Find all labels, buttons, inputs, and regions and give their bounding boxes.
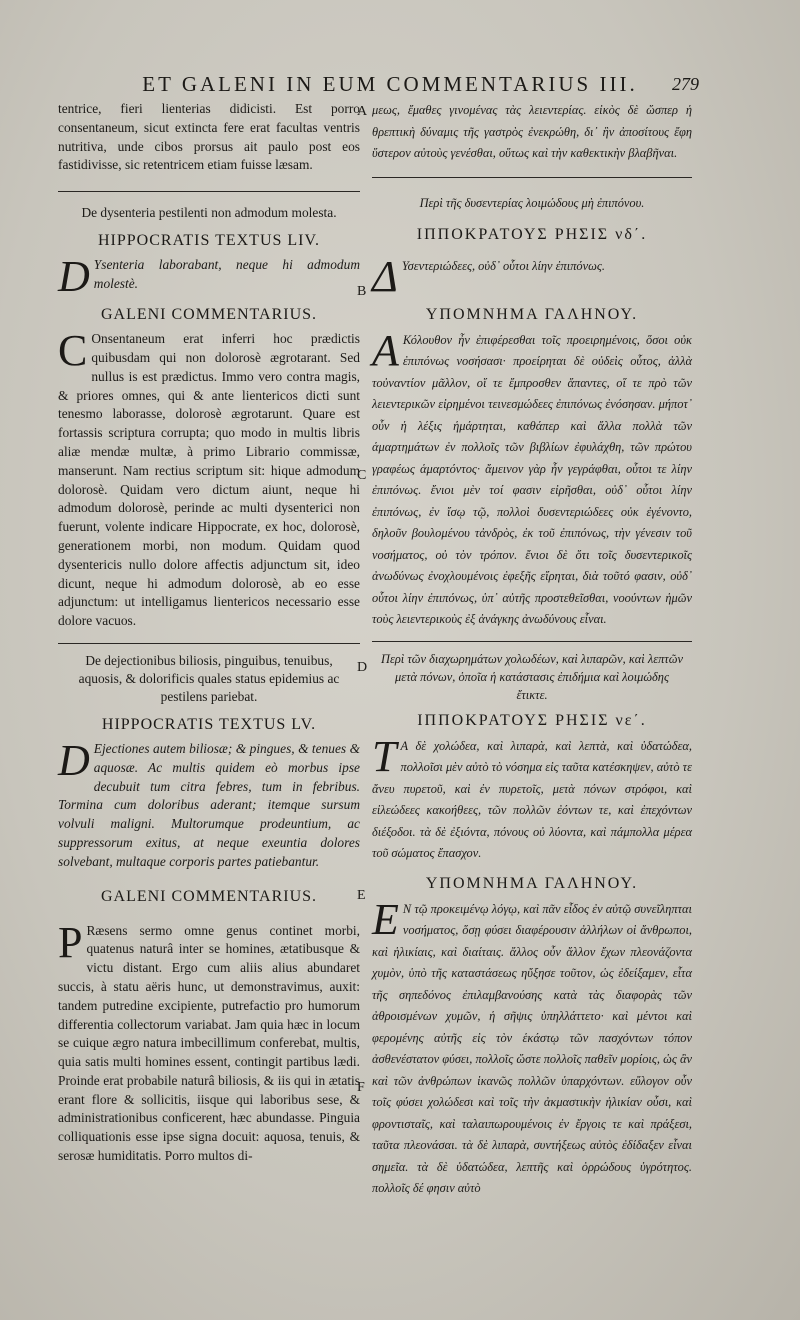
drop-cap: Ε [372,894,399,944]
greek-caption-55: Περὶ τῶν διαχωρημάτων χολωδέων, καὶ λιπαρῶν, καὶ λεπτῶν μετὰ πόνων, ὁποῖα ἡ κατάστασις ἐπιδήμια καὶ λοιμώδης ἔτικτε. [381,651,683,702]
page-number: 279 [672,74,699,94]
greek-text-title-55: ΙΠΠΟΚΡΑΤΟΥΣ ΡΗΣΙΣ νε΄. [417,711,647,729]
latin-text-title-54: HIPPOCRATIS TEXTUS LIV. [98,232,320,250]
latin-caption-55: De dejectionibus biliosis, pinguibus, tenuibus, aquosis, & dolorificis quales status epidemius ac pestilens pariebat. [78,652,340,704]
margin-letter-c: C [357,468,367,483]
greek-text-title-54: ΙΠΠΟΚΡΑΤΟΥΣ ΡΗΣΙΣ νδ΄. [416,225,648,243]
greek-continuation: μεως, ἔμαθες γινομένας τὰς λειεντερίας. εἰκὸς δὲ ὥσπερ ἡ θρεπτικὴ δύναμις τῆς γαστρὸς ἐνεκρώθη, δι᾽ ἣν ἀποσίτους ἔφη ὕστερον αὐτοὺς γενέσθαι, οὕτως καὶ τὴν καθεκτικὴν βλαβῆναι. [372,103,692,160]
drop-cap: C [58,326,88,376]
latin-commentary-55: P Ræsens sermo omne genus continet morbi, quatenus naturâ inter se homines, ætatibusque & victu distant. Ergo cum aliis alius abundaret succis, à statu aëris hunc, ut demonstravimus, auxit: tandem putredine excipiente, putrefactio pro humorum differentia collectorum variabat. Jam quia hæc in locum se cuique ægro natura imbecillimum conferebat, multis, quia satis multi homines essent, contingit partibus lædi. Proinde erat probabile naturâ biliosis, & iis qui in ætatis erant flore & sollicitis, iisque qui laboribus sese, & administrationibus conficerent, hæc abundasse. Pinguia colliquationis esse ipse signa docuit: aquosa, tenuis, & serosæ humiditatis. Porro multos di- [58,917,360,1164]
running-header: ET GALENI IN EUM COMMENTARIUS III. [142,72,638,96]
greek-commentary-54: Α Κόλουθον ἦν ἐπιφέρεσθαι τοῖς προειρημένοις, ὅσοι οὐκ ἐπιπόνως νοσήσασι· προείρηται δὲ οὐδεὶς οὗτος, ἀλλὰ τοὐναντίον μᾶλλον, οἵ τε ἔμπροσθεν ἅπαντες, οἵ τε πρὸ τῶν λειεντερικῶν εἰρημένοι τεινεσμώδεες ἐπιπόνως ἐνόσησαν. μήποτ᾽ οὖν ἡ λέξις ἡμάρτηται, καθάπερ καὶ ἄλλα πολλὰ τῶν ἁμαρτημάτων ἐν πολλοῖς τῶν βιβλίων ἐφυλάχθη, τῶν πρώτου γραφέως ἁμαρτόντος· ἄμεινον γὰρ ἦν γεγράφθαι, οὗτοι τε λίην ἐπιπόνως. ἔνιοι μὲν τοί φασιν εἰρῆσθαι, οὐδ᾽ οὗτοι λίην ἐπιπόνως, ἐν ἴσῳ τῷ, πολλοὶ δυσεντεριώδεες οὐκ ἐγένοντο, δηλοῦν βουλομένου τἀνδρὸς, ἐκ τοῦ ἐπιπόνως, τὴν γένεσιν τοῦ νοσήματος, οὐ τὸν τρόπον. ἔνιοι δὲ ὅτι τοῖς δυσεντερικοῖς ἀνωδύνως ἐνοχλουμένοις ἐφεξῆς εἴρηται, διὰ τοῦτό φασιν, οὐδ᾽ οὗτοι λίην ἐπιπόνως, ὑπ᾽ αὐτῆς προστεθεῖσθαι, νοούντων ἡμῶν τοὺς λειεντερικοὺς ἐξ ἀνάγκης ἀνωδύνους εἶναι. [372,325,692,626]
greek-hippocrates-text-55: Τ Α δὲ χολώδεα, καὶ λιπαρὰ, καὶ λεπτὰ, καὶ ὑδατώδεα, πολλοῖσι μὲν αὐτὸ τὸ νόσημα εἰς ταῦτα κατέσκηψεν, αὐτὸ τε ἄνευ πυρετοῦ, καὶ ἐν πυρετοῖς, μετὰ πόνων στρόφοι, καὶ εἰλεώδεες κακοήθεες, τῶν πολλῶν ἐόντων τε, καὶ ἐπεχόντων διέξοδοι. τὰ δὲ ἐξιόντα, πόνους οὐ λύοντα, καὶ πάμπολλα μέρεα τοῦ σώματος ἔπασχον. [372,731,692,860]
drop-cap: D [58,735,90,785]
section-divider [58,191,360,192]
drop-cap: Α [372,325,399,375]
margin-letter-d: D [357,660,368,675]
greek-caption-54: Περὶ τῆς δυσεντερίας λοιμώδους μὴ ἐπιπόνου. [419,195,645,210]
drop-cap: D [58,252,90,302]
margin-letter-e: E [357,888,366,903]
margin-letter-f: F [357,1080,365,1095]
greek-commentary-55: Ε Ν τῷ προκειμένῳ λόγῳ, καὶ πᾶν εἶδος ἐν αὐτῷ συνεῖληπται νοσήματος, ὅσῃ φύσει διαφέρουσιν ἀλλήλων οἱ ἄνθρωποι, καὶ ἡλικίαις, καὶ διαίταις. ἄλλος οὖν ἄλλον ἔχων πλεονάζοντα χυμὸν, ὑπὸ τῆς καταστάσεως ηὔξησε τοῦτον, ὡς ἐδείξαμεν, εἶτα τῆς σηπεδόνος ἐπιλαμβανούσης κατὰ τὰς διαφορὰς τῶν ἀθροισμένων χυμῶν, ἡ σῆψις ὑπηλλάττετο· καὶ μέντοι καὶ φερομένης αὐτῆς εἰς τὸν ἑκάστῳ τῶν πασχόντων τόπον ἀσθενέστατον φύσει, πολλοῖς ὥστε πολλοῖς παθεῖν μορίοις, ὡς ἂν καὶ τῶν ἀνθρώπων ἱκανῶς πολλῶν ὑπαρχόντων. εὔλογον οὖν τοῖς φύσει χολώδεσι καὶ τοῖς τὴν ἀκμαστικὴν ἡλικίαν οὖσι, καὶ φροντισταῖς, καὶ ταλαιπωρουμένοις ἐν ἔργοις τε καὶ πράξεσι, ταῦτα πλεονάσαι. τὰ δὲ λιπαρὰ, συντήξεως αὐτὸς ἐδίδαξεν εἶναι σημεῖα. τὰ δὲ ὑδατώδεα, λεπτῆς καὶ ὀρρώδους ὑγρότητος. πολλοῖς δέ φησιν αὐτὸ [372,894,692,1195]
latin-commentary-54: C Onsentaneum erat inferri hoc prædictis quibusdam qui non dolorosè ægrotarant. Sed nullus is est prædictus. Immo vero contra magis, & priores omnes, qui & ante lientericos dicti sunt tenesmo laborasse, dolorosè ægrotarunt. Quare est fortassis scriptura corrupta; quo modo in multis libris aliæ mendæ multæ, à primo Librario commissæ, manserunt. Nam rectius scriptum sit: hique admodum dolorosè. Quidam vero dictum aiunt, neque hi admodum dolorosè, perinde ac multi dysenterici non fuerunt, volente indicare Hippocrate, ex hoc, dolorosè, generationem morbi, non modum. Quidam quod dysentericis nullo dolore affectis adjunctum sit, ideo dicunt, neque hi admodum dolorosè, ab eo esse adjunctum: ut intelligamus lientericos necessario esse dolore vacuos. [58,326,360,629]
section-divider [372,641,692,642]
drop-cap: P [58,917,83,967]
latin-continuation: tentrice, fieri lienterias didicisti. Est porro consentaneum, sicut extincta fere erat facultas ventris nutritiva, unde cibos prorsus ait paulo post eos fastidivisse, sic retentricem etiam fuisse læsam. [58,101,360,173]
margin-letter-a: A [357,104,368,119]
latin-hippocrates-text-54: D Ysenteria laborabant, neque hi admodum molestè. [58,252,360,302]
latin-commentary-title-54: GALENI COMMENTARIUS. [100,306,318,324]
drop-cap: Δ [372,251,398,301]
greek-commentary-title-54: ΥΠΟΜΝΗΜΑ ΓΑΛΗΝΟΥ. [425,305,639,323]
greek-commentary-title-55: ΥΠΟΜΝΗΜΑ ΓΑΛΗΝΟΥ. [425,874,639,892]
latin-column [58,100,360,1166]
latin-text-title-55: HIPPOCRATIS TEXTUS LV. [101,715,317,733]
greek-column [372,100,692,1200]
latin-caption-54: De dysenteria pestilenti non admodum molesta. [81,205,337,221]
margin-letter-b: B [357,284,367,299]
section-divider [372,177,692,178]
section-divider [58,643,360,644]
latin-commentary-title-55: GALENI COMMENTARIUS. [100,887,318,905]
drop-cap: Τ [372,731,397,781]
latin-hippocrates-text-55: D Ejectiones autem biliosæ; & pingues, & tenues & aquosæ. Ac multis quidem eò morbus ipse decubuit tum citra febres, tum in febribus. Tormina cum doloribus aderant; itemque sursum volvuli maligni. Multorumque prodeuntium, ac suppressorum exitus, at neque exeuntia dolores solvebant, multaque corporis partes patiebantur. [58,735,360,869]
greek-hippocrates-text-54: Δ Υσεντεριώδεες, οὐδ᾽ οὗτοι λίην ἐπιπόνως. [372,251,605,301]
